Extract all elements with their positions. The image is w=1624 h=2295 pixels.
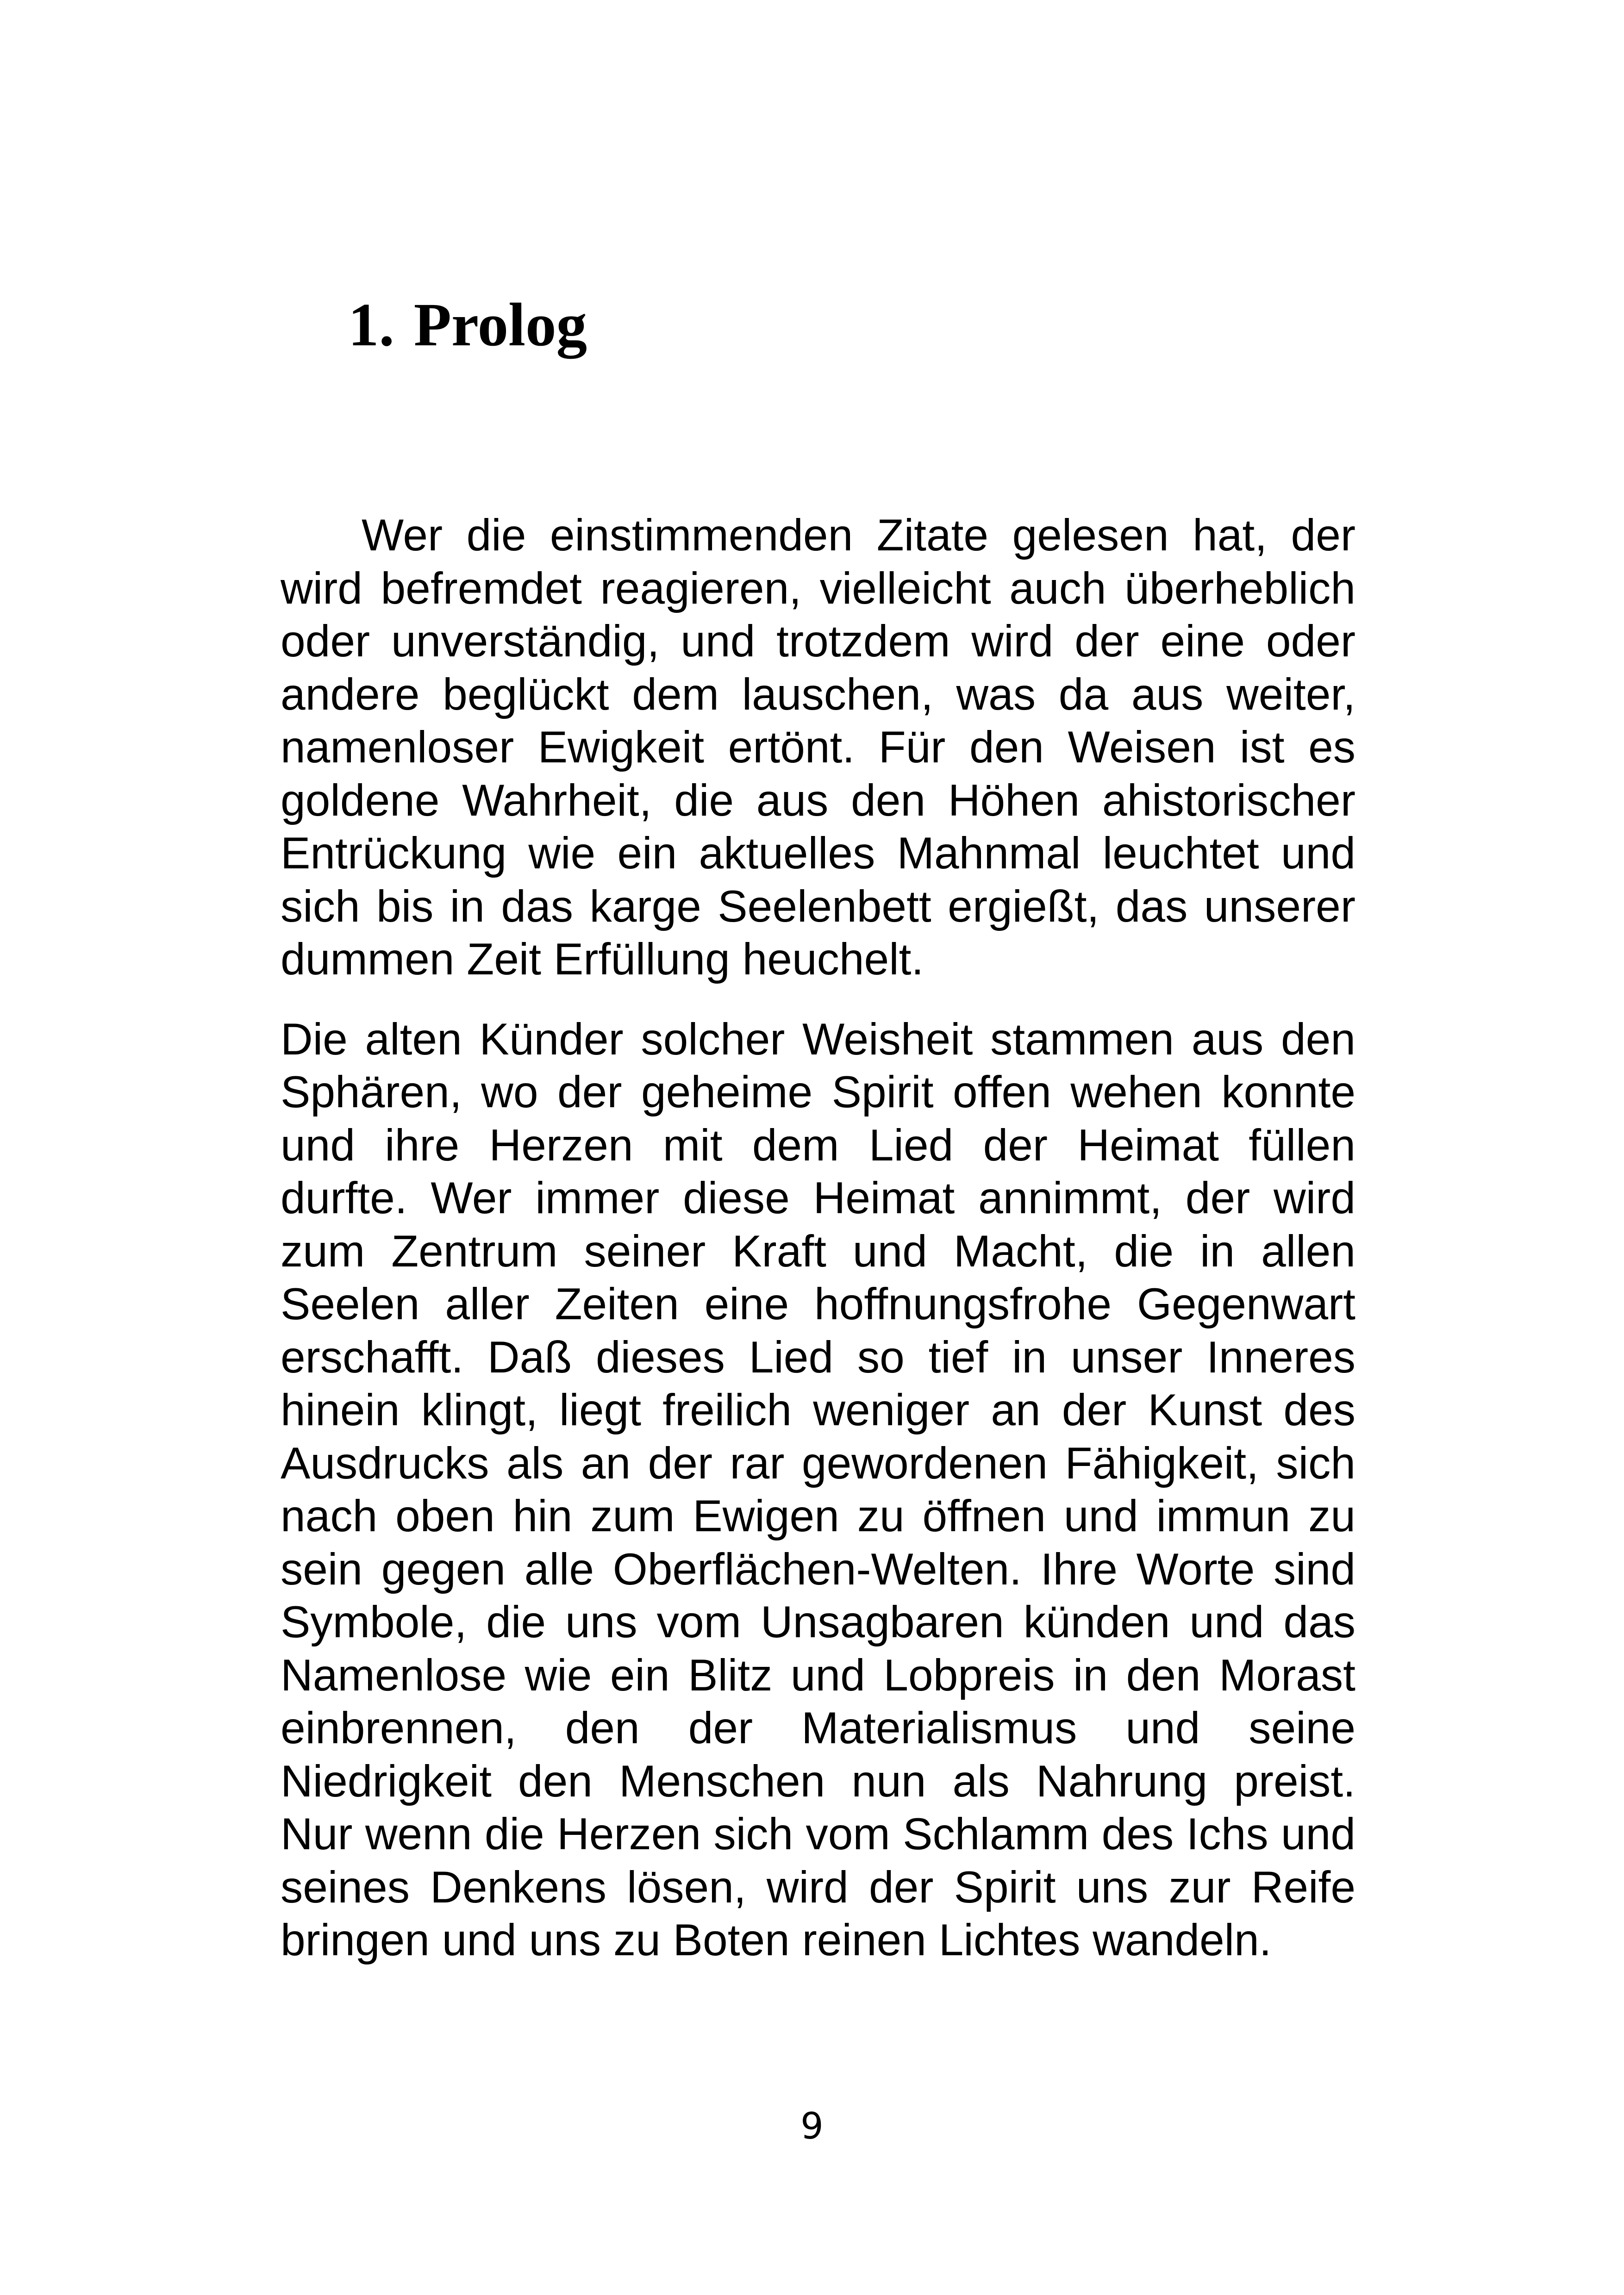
chapter-number: 1. bbox=[348, 290, 394, 359]
chapter-title: Prolog bbox=[413, 290, 587, 359]
page-number: 9 bbox=[800, 2106, 824, 2147]
paragraph-2: Die alten Künder solcher Weisheit stammen aus den Sphären, wo der geheime Spirit offen wehen konnte und ihre Herzen mit dem Lied der Heimat füllen durfte. Wer immer diese Heimat annimmt, der wird zum Zentrum seiner Kraft und Macht, die in allen Seelen aller Zeiten eine hoffnungsfrohe Gegenwart erschafft. Daß dieses Lied so tief in unser Inneres hinein klingt, liegt freilich weniger an der Kunst des Ausdrucks als an der rar gewordenen Fähigkeit, sich nach oben hin zum Ewigen zu öffnen und immun zu sein gegen alle Oberflächen-Welten. Ihre Worte sind Symbole, die uns vom Unsagbaren künden und das Namenlose wie ein Blitz und Lobpreis in den Morast einbrennen, den der Materialismus und seine Niedrigkeit den Menschen nun als Nahrung preist. Nur wenn die Herzen sich vom Schlamm des Ichs und seines Denkens lösen, wird der Spirit uns zur Reife bringen und uns zu Boten reinen Lichtes wandeln. bbox=[281, 1014, 1355, 1965]
body-text bbox=[281, 509, 1355, 1967]
paragraph-1: Wer die einstimmenden Zitate gelesen hat, der wird befremdet reagieren, vielleicht auch überheblich oder unverständig, und trotzdem wird der eine oder andere beglückt dem lauschen, was da aus weiter, namenloser Ewigkeit ertönt. Für den Weisen ist es goldene Wahrheit, die aus den Höhen ahistorischer Entrückung wie ein aktuelles Mahnmal leuchtet und sich bis in das karge Seelenbett ergießt, das unserer dummen Zeit Erfüllung heuchelt. bbox=[281, 511, 1355, 984]
chapter-heading bbox=[348, 291, 587, 358]
